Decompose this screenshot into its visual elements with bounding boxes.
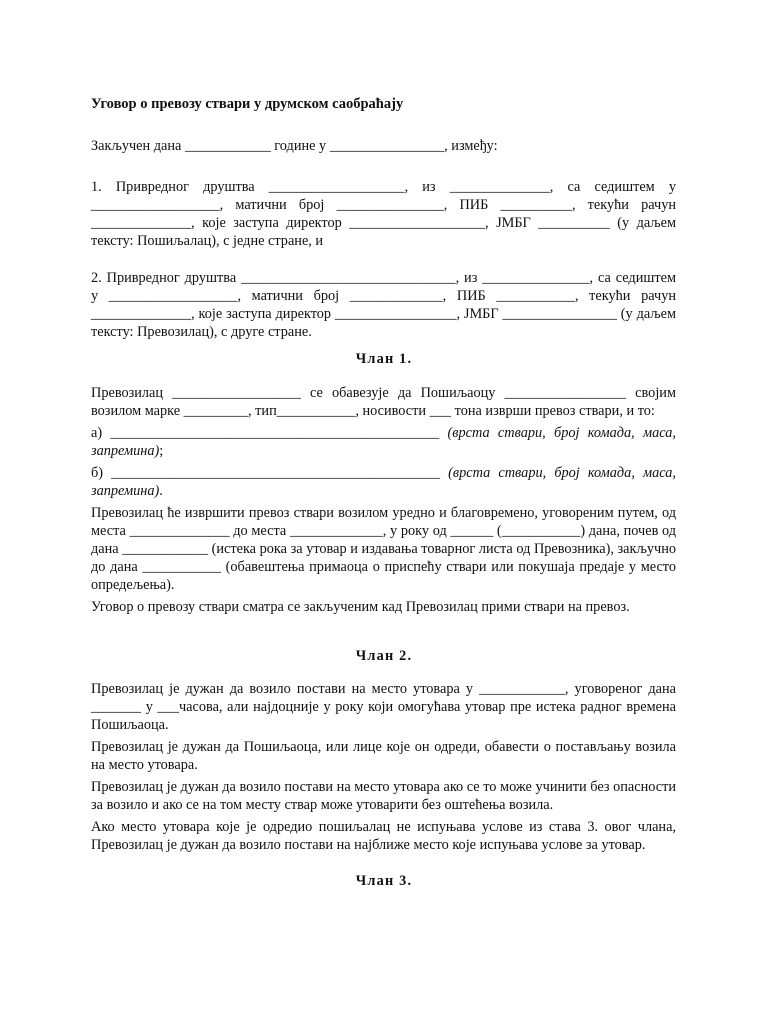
party-2 [91,269,676,341]
item-a-end: ; [159,443,164,459]
document-title: Уговор о превозу ствари у друмском саобраћају [91,96,404,112]
clan-1-item-b [91,464,676,500]
clan-2-body [91,680,676,854]
clan-3-heading: Члан 3. [355,873,413,889]
party-1-text: 1. Привредног друштва ___________________, из ______________, са седиштем у __________________, матични број _______________, ПИБ __________, текући рачун ______________, које заступа директор ___________________, ЈМБГ __________ (у даљем тексту: Пошиљалац), с једне стране, и [91,179,676,249]
intro-line [91,137,676,155]
party-2-text: 2. Привредног друштва ______________________________, из _______________, са седиштем у __________________, матични број _____________, ПИБ ___________, текући рачун ______________, које заступа директор _________________, ЈМБГ ________________ (у даљем тексту: Превозилац), с друге стране. [91,270,676,340]
intro-text: Закључен дана ____________ године у ________________, између: [91,138,498,154]
clan-1-heading: Члан 1. [355,351,413,367]
clan-1-paragraph-3: Уговор о превозу ствари сматра се закљученим кад Превозилац прими ствари на превоз. [91,599,630,615]
party-1 [91,178,676,250]
clan-2-paragraph-3: Превозилац је дужан да возило постави на место утовара ако се то може учинити без опасности за возило и ако се на том месту ствар може утоварити без оштећења возила. [91,779,676,813]
clan-2-paragraph-1: Превозилац је дужан да возило постави на место утовара у ____________, уговореног дана _______ у ___часова, али најдоцније у року који омогућава утовар пре истека радног времена Пошиљаоца. [91,681,676,733]
clan-1-body [91,384,676,616]
item-a-label: а) ______________________________________________ [91,425,440,441]
clan-2-heading: Члан 2. [355,648,413,664]
item-a-note: (врста ствари, број комада, маса, запремина) [91,425,677,459]
clan-1-paragraph-1: Превозилац __________________ се обавезује да Пошиљаоцу _________________ својим возилом марке _________, тип___________, носивости ___ тона изврши превоз ствари, и то: [91,385,676,419]
clan-1-item-a [91,424,676,460]
clan-1-paragraph-2: Превозилац ће извршити превоз ствари возилом уредно и благовремено, уговореним путем, од места ______________ до места _____________, у року од ______ (___________) дана, почев од дана ____________ (истека рока за утовар и издавања товарног листа од Превозника), закључно до дана ___________ (обавештења примаоца о приспећу ствари или покушаја предаје у место опредељења). [91,505,676,593]
item-b-label: б) ______________________________________________ [91,465,440,481]
clan-2-paragraph-2: Превозилац је дужан да Пошиљаоца, или лице које он одреди, обавести о постављању возила на место утовара. [91,739,676,773]
item-b-note: (врста ствари, број комада, маса, запремина) [91,465,676,499]
item-b-end: . [159,483,163,499]
clan-2-paragraph-4: Ако место утовара које је одредио пошиљалац не испуњава услове из става 3. овог члана, Превозилац је дужан да возило постави на најближе место које испуњава услове за утовар. [91,819,676,853]
